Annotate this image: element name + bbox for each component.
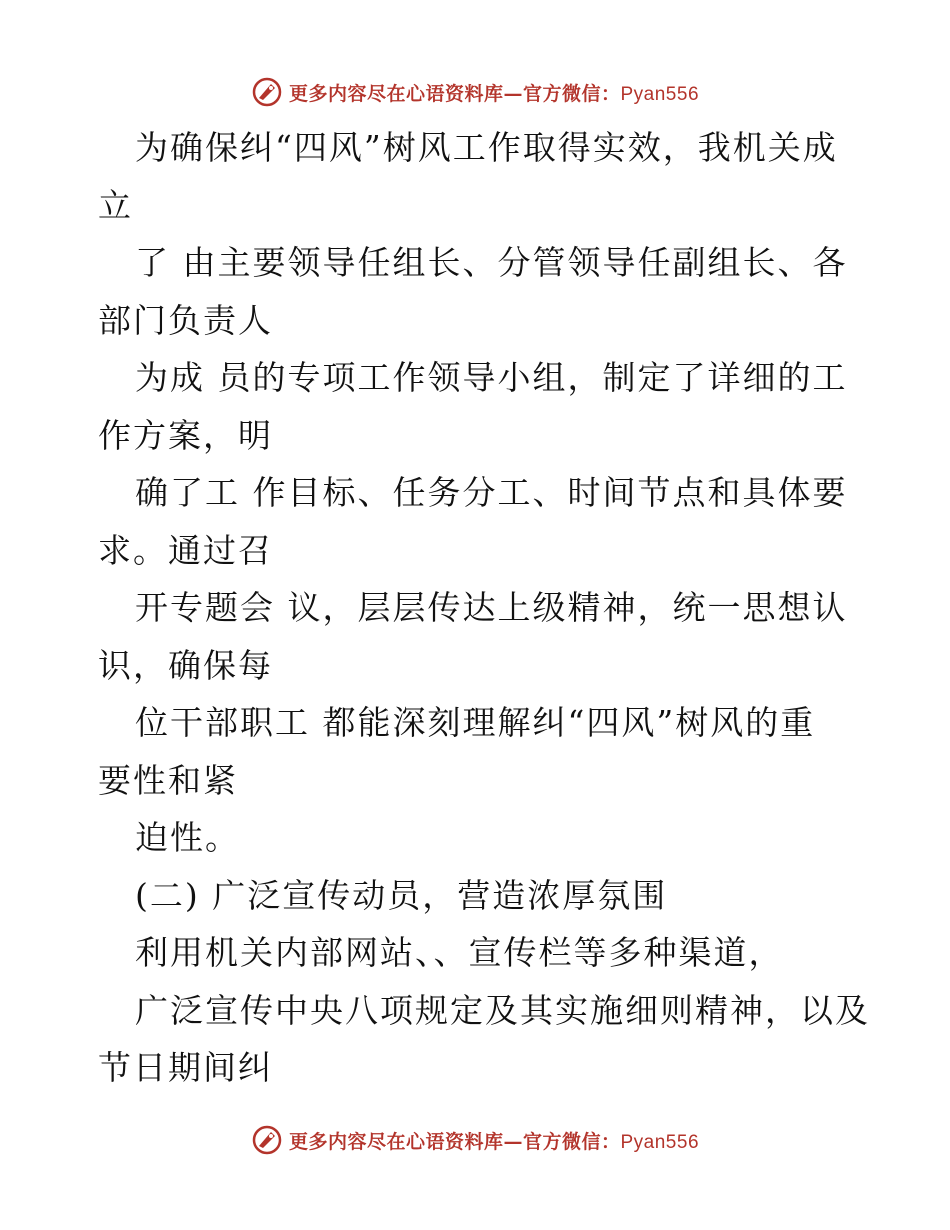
header-brand-label: 更多内容尽在心语资料库—官方微信： bbox=[288, 82, 621, 105]
text-line: 广泛宣传中央八项规定及其实施细则精神，以及 bbox=[135, 990, 870, 1030]
text-line: 确了工 作目标、任务分工、时间节点和具体要 bbox=[135, 473, 848, 512]
text-line: 迫性。 bbox=[135, 818, 240, 857]
footer-brand-text bbox=[289, 1127, 699, 1154]
page-header-watermark bbox=[0, 72, 950, 112]
text-line: 为成 员的专项工作领导小组，制定了详细的工 bbox=[135, 358, 848, 397]
pen-nib-logo-icon bbox=[251, 76, 283, 108]
section-heading: (二) 广泛宣传动员，营造浓厚氛围 bbox=[135, 875, 668, 915]
text-line: 识，确保每 bbox=[98, 645, 273, 685]
text-line: 要性和紧 bbox=[98, 760, 238, 800]
footer-brand-label: 更多内容尽在心语资料库—官方微信： bbox=[288, 1130, 621, 1153]
pen-nib-logo-icon bbox=[251, 1124, 283, 1156]
footer-wechat-handle: Pyan556 bbox=[620, 1131, 700, 1153]
text-line: 部门负责人 bbox=[98, 300, 273, 340]
text-line: 节日期间纠 bbox=[98, 1048, 273, 1087]
text-line: 开专题会 议，层层传达上级精神，统一思想认 bbox=[135, 588, 848, 627]
page-footer-watermark bbox=[0, 1120, 950, 1160]
text-line: 了 由主要领导任组长、分管领导任副组长、各 bbox=[135, 243, 848, 282]
text-line: 利用机关内部网站、、宣传栏等多种渠道， bbox=[135, 933, 784, 972]
text-line: 作方案，明 bbox=[98, 415, 273, 455]
text-line: 为确保纠“四风”树风工作取得实效，我机关成 bbox=[135, 128, 838, 167]
header-wechat-handle: Pyan556 bbox=[620, 83, 700, 105]
text-line: 求。通过召 bbox=[98, 530, 273, 570]
document-body bbox=[98, 119, 870, 1097]
header-brand-text bbox=[289, 79, 699, 106]
text-line: 位干部职工 都能深刻理解纠“四风”树风的重 bbox=[135, 703, 816, 742]
text-line: 立 bbox=[98, 185, 133, 225]
